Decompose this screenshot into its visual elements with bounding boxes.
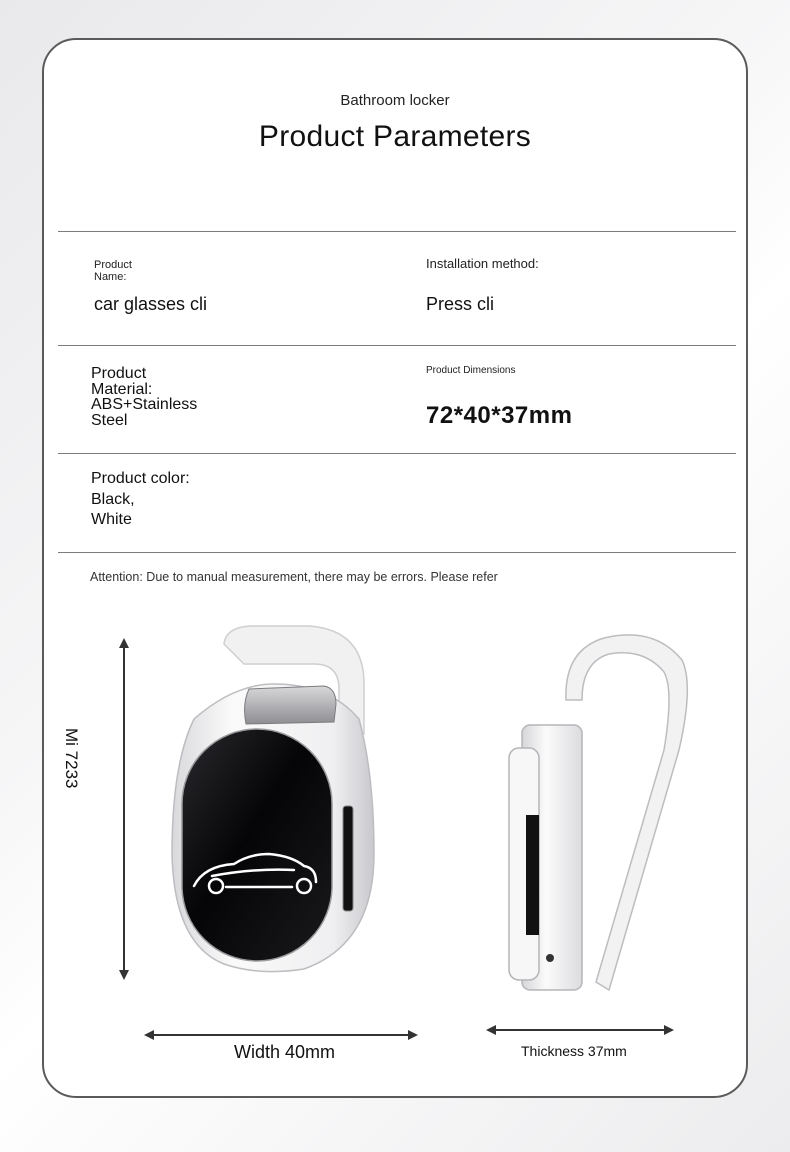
width-label: Width 40mm <box>234 1042 336 1062</box>
height-arrow <box>110 638 140 980</box>
product-dimensions-label: Product Dimensions <box>426 365 516 376</box>
subtitle: Bathroom locker <box>340 92 450 109</box>
product-color: Product color: Black, White <box>91 470 190 528</box>
product-material: Product Material: ABS+Stainless Steel <box>91 365 198 429</box>
product-front-view <box>164 624 384 986</box>
product-side-view <box>504 630 704 1000</box>
installation-method-value: Press cli <box>426 294 495 314</box>
divider <box>58 345 736 346</box>
thickness-arrow <box>486 1022 674 1038</box>
attention-note: Attention: Due to manual measurement, there may be errors. Please refer <box>90 570 498 584</box>
height-label: Mi 7233 <box>62 728 81 789</box>
product-dimensions-value: 72*40*37mm <box>426 402 573 429</box>
product-name-value: car glasses cli <box>94 294 208 314</box>
thickness-label: Thickness 37mm <box>521 1043 627 1059</box>
divider <box>58 231 736 232</box>
product-parameters-card <box>42 38 748 1098</box>
product-name-label: Product Name: <box>94 259 132 283</box>
page-title: Product Parameters <box>258 120 532 153</box>
divider <box>58 552 736 553</box>
divider <box>58 453 736 454</box>
installation-method-label: Installation method: <box>426 256 539 271</box>
